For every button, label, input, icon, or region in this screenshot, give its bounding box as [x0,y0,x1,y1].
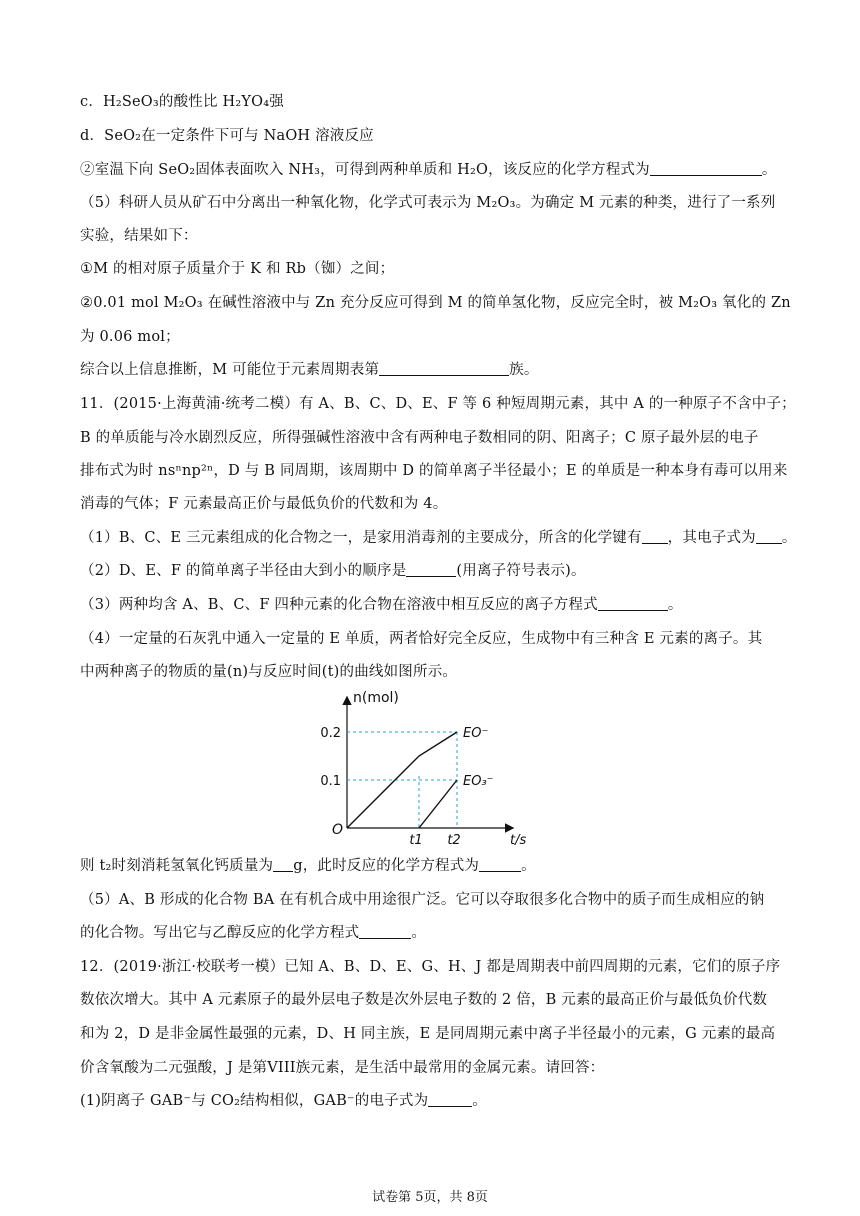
q11-part4-text: 则 t₂时刻消耗氢氧化钙质量为 [80,858,274,874]
q10-sub2-text: ②室温下向 SeO₂固体表面吹入 NH₃，可得到两种单质和 H₂O，该反应的化学方程式为 [80,162,650,178]
y-tick-label-0: 0.1 [320,774,341,789]
q11-part5: （5）A、B 形成的化合物 BA 在有机合成中用途很广泛。它可以夺取很多化合物中的质子而生成相应的钠 [80,892,765,908]
q10-sub2-end: 。 [761,162,777,178]
q12-part1-end: 。 [472,1093,487,1109]
q11-part4: （4）一定量的石灰乳中通入一定量的 E 单质，两者恰好完全反应，生成物中有三种含 E 元素的离子。其 [80,631,763,647]
q12-part1-text: (1)阴离子 GAB⁻与 CO₂结构相似，GAB⁻的电子式为 [80,1093,429,1109]
q10-conclusion-end: 族。 [509,362,539,378]
q10-part5-cont: 实验，结果如下： [80,228,198,244]
series-label-0: EO⁻ [463,726,489,741]
q10-conclusion-text: 综合以上信息推断，M 可能位于元素周期表第 [80,362,380,378]
q12-part1 [80,1091,780,1111]
answer-blank[interactable] [642,529,668,544]
q11-part2-end: (用离子符号表示)。 [456,563,586,579]
q10-condition-2: ②0.01 mol M₂O₃ 在碱性溶液中与 Zn 充分反应可得到 M 的简单氢化物，反应完全时，被 M₂O₃ 氧化的 Zn [80,295,791,311]
x-tick-label-0: t1 [409,833,423,846]
answer-blank[interactable] [379,361,509,376]
q11-part1 [80,528,797,548]
q11-part1-text: （1）B、C、E 三元素组成的化合物之一，是家用消毒剂的主要成分，所含的化学键有 [80,530,642,546]
option-c: c．H₂SeO₃的酸性比 H₂YO₄强 [80,94,284,110]
page-footer: 试卷第 5页，共 8页 [372,1190,488,1205]
y-axis-label: n(mol) [353,690,399,706]
q11-stem-2: B 的单质能与冷水剧烈反应，所得强碱性溶液中含有两种电子数相同的阴、阳离子；C 原子最外层的电子 [80,430,759,446]
answer-blank[interactable] [428,1092,472,1107]
q11-part2-text: （2）D、E、F 的简单离子半径由大到小的顺序是 [80,563,407,579]
q11-part2 [80,561,780,581]
q11-part4-mid: g，此时反应的化学方程式为 [293,858,480,874]
q11-part3-text: （3）两种均含 A、B、C、F 四种元素的化合物在溶液中相互反应的离子方程式 [80,597,598,613]
answer-blank[interactable] [406,562,456,577]
q11-stem-1: 11．(2015·上海黄浦·统考二模）有 A、B、C、D、E、F 等 6 种短周期元素，其中 A 的一种原子不含中子； [80,396,796,412]
answer-blank[interactable] [359,924,411,939]
q11-part1-mid: ，其电子式为 [667,530,756,546]
q11-part5-cont [80,923,780,943]
q12-stem-4: 价含氧酸为二元强酸，J 是第VIII族元素，是生活中最常用的金属元素。请回答： [80,1060,605,1076]
answer-blank[interactable] [756,529,782,544]
q11-part5-end: 。 [411,925,427,941]
q11-part1-end: 。 [781,530,797,546]
q10-condition-2-cont: 为 0.06 mol； [80,329,180,345]
q11-stem-4: 消毒的气体；F 元素最高正价与最低负价的代数和为 4。 [80,496,448,512]
q11-part3 [80,595,780,615]
q10-part5: （5）科研人员从矿石中分离出一种氧化物，化学式可表示为 M₂O₃。为确定 M 元素的种类，进行了一系列 [80,195,776,211]
y-tick-label-1: 0.2 [320,726,341,741]
q10-condition-1: ①M 的相对原子质量介于 K 和 Rb（铷）之间； [80,261,395,277]
q11-part4-end: 。 [521,858,536,874]
q11-stem-3: 排布式为时 nsⁿnp²ⁿ，D 与 B 同周期，该周期中 D 的简单离子半径最小；E 的单质是一种本身有毒可以用来 [80,463,788,479]
q11-part3-end: 。 [667,597,683,613]
q10-conclusion [80,360,780,380]
n-t-chart [312,686,552,846]
x-axis-label: t/s [510,833,527,846]
q11-part4-answer [80,856,780,876]
answer-blank[interactable] [273,857,293,872]
q11-part5-text: 的化合物。写出它与乙醇反应的化学方程式 [80,925,360,941]
x-tick-label-1: t2 [447,833,461,846]
answer-blank[interactable] [598,596,668,611]
option-d: d．SeO₂在一定条件下可与 NaOH 溶液反应 [80,128,374,144]
series-line-1 [419,780,457,828]
series-label-1: EO₃⁻ [463,774,494,789]
q12-stem-1: 12．(2019·浙江·校联考一模）已知 A、B、D、E、G、H、J 都是周期表中前四周期的元素，它们的原子序 [80,959,781,975]
guide-lines [347,732,457,828]
q12-stem-2: 数依次增大。其中 A 元素原子的最外层电子数是次外层电子数的 2 倍，B 元素的最高正价与最低负价代数 [80,992,768,1008]
q10-sub2 [80,160,780,180]
q11-part4-cont: 中两种离子的物质的量(n)与反应时间(t)的曲线如图所示。 [80,664,458,680]
q12-stem-3: 和为 2，D 是非金属性最强的元素，D、H 同主族，E 是同周期元素中离子半径最小的元素，G 元素的最高 [80,1026,776,1042]
answer-blank[interactable] [650,161,762,176]
origin-label: O [332,822,344,838]
answer-blank[interactable] [479,857,521,872]
